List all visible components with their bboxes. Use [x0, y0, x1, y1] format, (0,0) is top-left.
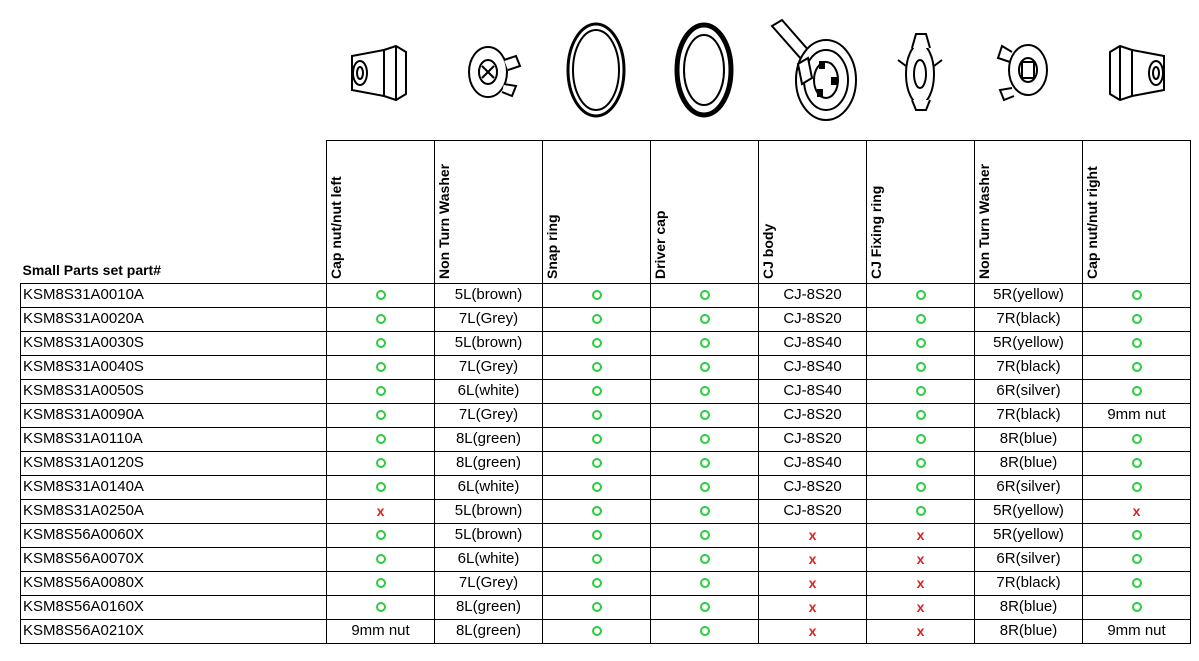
part-number-cell: KSM8S31A0030S	[21, 331, 327, 355]
part-number-cell: KSM8S56A0080X	[21, 571, 327, 595]
table-cell	[543, 331, 651, 355]
cell-value: 5R(yellow)	[993, 526, 1064, 543]
column-header-snap-ring: Snap ring	[543, 141, 651, 284]
column-header-non-turn-washer-right: Non Turn Washer	[975, 141, 1083, 284]
included-mark	[376, 458, 386, 468]
excluded-mark: x	[916, 526, 925, 543]
included-mark	[1132, 386, 1142, 396]
included-mark	[1132, 314, 1142, 324]
excluded-mark: x	[808, 526, 817, 543]
table-row	[21, 427, 1191, 451]
table-cell	[867, 427, 975, 451]
included-mark	[916, 386, 926, 396]
cap-nut-left-icon	[326, 0, 434, 140]
table-cell	[1083, 451, 1191, 475]
table-cell	[651, 619, 759, 643]
cap-nut-right-icon	[1082, 0, 1190, 140]
table-cell	[975, 523, 1083, 547]
table-cell	[543, 595, 651, 619]
part-number-cell: KSM8S31A0090A	[21, 403, 327, 427]
table-cell	[435, 283, 543, 307]
table-cell	[435, 331, 543, 355]
table-cell	[327, 283, 435, 307]
table-cell	[651, 571, 759, 595]
table-cell	[543, 355, 651, 379]
table-cell	[651, 547, 759, 571]
excluded-mark: x	[376, 502, 385, 519]
table-cell	[435, 451, 543, 475]
part-number-cell: KSM8S31A0110A	[21, 427, 327, 451]
included-mark	[376, 578, 386, 588]
table-cell	[867, 595, 975, 619]
included-mark	[1132, 434, 1142, 444]
included-mark	[916, 434, 926, 444]
included-mark	[700, 290, 710, 300]
table-cell	[543, 499, 651, 523]
included-mark	[916, 290, 926, 300]
table-cell	[759, 523, 867, 547]
included-mark	[376, 554, 386, 564]
included-mark	[700, 530, 710, 540]
table-cell	[975, 379, 1083, 403]
table-cell	[435, 595, 543, 619]
excluded-mark: x	[916, 598, 925, 615]
table-cell	[435, 475, 543, 499]
included-mark	[700, 338, 710, 348]
table-cell	[1083, 283, 1191, 307]
cell-value: 8R(blue)	[999, 454, 1058, 471]
included-mark	[376, 290, 386, 300]
included-mark	[916, 482, 926, 492]
table-cell	[327, 499, 435, 523]
table-row	[21, 355, 1191, 379]
included-mark	[1132, 554, 1142, 564]
table-cell	[867, 475, 975, 499]
cell-value: 8L(green)	[455, 430, 522, 447]
table-cell	[759, 547, 867, 571]
cell-value: CJ-8S20	[783, 502, 842, 519]
table-cell	[651, 475, 759, 499]
table-cell	[975, 403, 1083, 427]
table-cell	[759, 619, 867, 643]
included-mark	[592, 602, 602, 612]
cell-value: CJ-8S40	[783, 454, 842, 471]
table-cell	[327, 451, 435, 475]
table-cell	[543, 475, 651, 499]
table-row	[21, 403, 1191, 427]
part-number-header: Small Parts set part#	[21, 141, 327, 284]
table-cell	[867, 379, 975, 403]
table-cell	[543, 307, 651, 331]
table-row	[21, 379, 1191, 403]
table-cell	[543, 571, 651, 595]
table-cell	[327, 403, 435, 427]
cell-value: CJ-8S20	[783, 310, 842, 327]
included-mark	[592, 482, 602, 492]
table-cell	[867, 619, 975, 643]
included-mark	[592, 290, 602, 300]
included-mark	[916, 362, 926, 372]
table-cell	[1083, 427, 1191, 451]
table-cell	[327, 547, 435, 571]
table-cell	[327, 379, 435, 403]
table-cell	[327, 619, 435, 643]
included-mark	[592, 578, 602, 588]
table-cell	[759, 595, 867, 619]
table-cell	[975, 571, 1083, 595]
table-cell	[867, 331, 975, 355]
included-mark	[1132, 482, 1142, 492]
table-cell	[975, 499, 1083, 523]
included-mark	[376, 338, 386, 348]
table-cell	[435, 379, 543, 403]
non-turn-washer-right-icon	[974, 0, 1082, 140]
cell-value: 5L(brown)	[454, 502, 523, 519]
table-cell	[975, 619, 1083, 643]
table-row	[21, 595, 1191, 619]
table-cell	[1083, 475, 1191, 499]
table-cell	[327, 523, 435, 547]
table-cell	[543, 619, 651, 643]
table-cell	[867, 571, 975, 595]
included-mark	[592, 554, 602, 564]
included-mark	[700, 434, 710, 444]
table-cell	[975, 547, 1083, 571]
table-cell	[543, 547, 651, 571]
table-cell	[867, 451, 975, 475]
cell-value: 8L(green)	[455, 622, 522, 639]
part-number-cell: KSM8S56A0060X	[21, 523, 327, 547]
table-cell	[651, 379, 759, 403]
table-cell	[759, 283, 867, 307]
cell-value: 8R(blue)	[999, 430, 1058, 447]
part-number-cell: KSM8S31A0140A	[21, 475, 327, 499]
included-mark	[916, 314, 926, 324]
included-mark	[916, 410, 926, 420]
included-mark	[700, 578, 710, 588]
column-header-cj-body: CJ body	[759, 141, 867, 284]
table-cell	[327, 427, 435, 451]
table-cell	[651, 427, 759, 451]
table-cell	[975, 331, 1083, 355]
table-cell	[651, 595, 759, 619]
table-cell	[759, 355, 867, 379]
cell-value: 9mm nut	[1107, 406, 1166, 423]
table-cell	[975, 595, 1083, 619]
table-cell	[651, 523, 759, 547]
included-mark	[700, 314, 710, 324]
included-mark	[376, 602, 386, 612]
table-cell	[759, 475, 867, 499]
excluded-mark: x	[808, 598, 817, 615]
table-row	[21, 499, 1191, 523]
included-mark	[1132, 530, 1142, 540]
table-cell	[651, 355, 759, 379]
included-mark	[376, 410, 386, 420]
table-cell	[759, 331, 867, 355]
table-cell	[975, 427, 1083, 451]
table-cell	[543, 403, 651, 427]
cell-value: 7R(black)	[996, 358, 1061, 375]
table-row	[21, 547, 1191, 571]
excluded-mark: x	[808, 622, 817, 639]
table-cell	[435, 427, 543, 451]
table-cell	[975, 355, 1083, 379]
table-cell	[651, 403, 759, 427]
included-mark	[916, 458, 926, 468]
part-number-cell: KSM8S56A0160X	[21, 595, 327, 619]
table-cell	[543, 451, 651, 475]
included-mark	[592, 338, 602, 348]
table-cell	[651, 451, 759, 475]
table-cell	[327, 595, 435, 619]
included-mark	[376, 362, 386, 372]
table-cell	[651, 307, 759, 331]
table-cell	[651, 283, 759, 307]
driver-cap-icon	[650, 0, 758, 140]
included-mark	[700, 506, 710, 516]
table-cell	[543, 283, 651, 307]
table-cell	[867, 283, 975, 307]
included-mark	[916, 338, 926, 348]
included-mark	[700, 362, 710, 372]
column-header-non-turn-washer-left: Non Turn Washer	[435, 141, 543, 284]
included-mark	[592, 314, 602, 324]
included-mark	[700, 554, 710, 564]
cell-value: 6R(silver)	[996, 382, 1061, 399]
cell-value: 6L(white)	[457, 550, 520, 567]
table-cell	[543, 379, 651, 403]
included-mark	[700, 458, 710, 468]
included-mark	[592, 626, 602, 636]
table-cell	[435, 307, 543, 331]
included-mark	[1132, 458, 1142, 468]
table-cell	[867, 307, 975, 331]
part-number-cell: KSM8S31A0050S	[21, 379, 327, 403]
non-turn-washer-left-icon	[434, 0, 542, 140]
column-header-cj-fixing-ring: CJ Fixing ring	[867, 141, 975, 284]
table-cell	[435, 403, 543, 427]
small-parts-table	[20, 140, 1191, 644]
included-mark	[592, 458, 602, 468]
included-mark	[592, 434, 602, 444]
cell-value: 7L(Grey)	[458, 574, 519, 591]
table-cell	[1083, 571, 1191, 595]
excluded-mark: x	[808, 574, 817, 591]
included-mark	[1132, 290, 1142, 300]
cell-value: 5R(yellow)	[993, 502, 1064, 519]
part-number-cell: KSM8S31A0040S	[21, 355, 327, 379]
table-cell	[1083, 499, 1191, 523]
cell-value: 7R(black)	[996, 574, 1061, 591]
cell-value: 8L(green)	[455, 598, 522, 615]
table-cell	[867, 523, 975, 547]
cell-value: 7L(Grey)	[458, 310, 519, 327]
table-cell	[435, 619, 543, 643]
excluded-mark: x	[916, 574, 925, 591]
column-header-cap-nut-right: Cap nut/nut right	[1083, 141, 1191, 284]
included-mark	[1132, 338, 1142, 348]
table-cell	[1083, 403, 1191, 427]
cell-value: CJ-8S20	[783, 478, 842, 495]
cell-value: 8L(green)	[455, 454, 522, 471]
part-number-cell: KSM8S31A0120S	[21, 451, 327, 475]
cell-value: 7R(black)	[996, 310, 1061, 327]
part-number-cell: KSM8S31A0250A	[21, 499, 327, 523]
included-mark	[1132, 362, 1142, 372]
cell-value: 5L(brown)	[454, 334, 523, 351]
table-row	[21, 571, 1191, 595]
table-cell	[1083, 595, 1191, 619]
table-cell	[543, 523, 651, 547]
table-cell	[435, 571, 543, 595]
table-cell	[975, 451, 1083, 475]
part-number-cell: KSM8S56A0070X	[21, 547, 327, 571]
cell-value: 5L(brown)	[454, 286, 523, 303]
table-cell	[759, 307, 867, 331]
included-mark	[592, 506, 602, 516]
table-row	[21, 523, 1191, 547]
table-row	[21, 307, 1191, 331]
table-cell	[435, 355, 543, 379]
included-mark	[592, 386, 602, 396]
table-row	[21, 283, 1191, 307]
included-mark	[700, 482, 710, 492]
table-cell	[867, 355, 975, 379]
part-number-cell: KSM8S56A0210X	[21, 619, 327, 643]
table-cell	[867, 403, 975, 427]
cell-value: CJ-8S40	[783, 382, 842, 399]
table-cell	[435, 499, 543, 523]
table-cell	[867, 499, 975, 523]
table-cell	[1083, 331, 1191, 355]
table-cell	[651, 331, 759, 355]
cell-value: 7R(black)	[996, 406, 1061, 423]
table-cell	[975, 307, 1083, 331]
included-mark	[700, 626, 710, 636]
table-cell	[975, 475, 1083, 499]
table-cell	[759, 403, 867, 427]
table-cell	[651, 499, 759, 523]
table-cell	[327, 307, 435, 331]
cell-value: CJ-8S40	[783, 334, 842, 351]
table-cell	[1083, 523, 1191, 547]
cell-value: CJ-8S20	[783, 406, 842, 423]
table-row	[21, 619, 1191, 643]
cell-value: 5R(yellow)	[993, 286, 1064, 303]
cell-value: 9mm nut	[351, 622, 410, 639]
part-illustrations	[326, 0, 1192, 140]
cell-value: 6R(silver)	[996, 550, 1061, 567]
table-cell	[327, 331, 435, 355]
included-mark	[592, 410, 602, 420]
included-mark	[592, 530, 602, 540]
cell-value: 8R(blue)	[999, 598, 1058, 615]
table-cell	[1083, 307, 1191, 331]
table-cell	[327, 571, 435, 595]
excluded-mark: x	[1132, 502, 1141, 519]
cell-value: 6R(silver)	[996, 478, 1061, 495]
cell-value: 5R(yellow)	[993, 334, 1064, 351]
table-cell	[759, 451, 867, 475]
cj-body-icon	[758, 0, 866, 140]
cell-value: 8R(blue)	[999, 622, 1058, 639]
table-row	[21, 331, 1191, 355]
cell-value: CJ-8S20	[783, 430, 842, 447]
excluded-mark: x	[916, 550, 925, 567]
snap-ring-icon	[542, 0, 650, 140]
included-mark	[916, 506, 926, 516]
table-cell	[867, 547, 975, 571]
table-cell	[759, 499, 867, 523]
included-mark	[592, 362, 602, 372]
table-cell	[975, 283, 1083, 307]
table-cell	[435, 547, 543, 571]
included-mark	[376, 482, 386, 492]
included-mark	[700, 602, 710, 612]
cell-value: 7L(Grey)	[458, 406, 519, 423]
included-mark	[376, 530, 386, 540]
header-row	[21, 141, 1191, 284]
included-mark	[1132, 602, 1142, 612]
column-header-driver-cap: Driver cap	[651, 141, 759, 284]
cell-value: 5L(brown)	[454, 526, 523, 543]
table-cell	[1083, 379, 1191, 403]
part-number-cell: KSM8S31A0010A	[21, 283, 327, 307]
cell-value: 9mm nut	[1107, 622, 1166, 639]
table-cell	[327, 475, 435, 499]
cell-value: CJ-8S40	[783, 358, 842, 375]
table-cell	[759, 379, 867, 403]
table-cell	[327, 355, 435, 379]
part-number-cell: KSM8S31A0020A	[21, 307, 327, 331]
table-cell	[1083, 547, 1191, 571]
cj-fixing-ring-icon	[866, 0, 974, 140]
table-cell	[1083, 619, 1191, 643]
included-mark	[700, 386, 710, 396]
table-cell	[759, 571, 867, 595]
included-mark	[376, 386, 386, 396]
cell-value: 6L(white)	[457, 382, 520, 399]
excluded-mark: x	[808, 550, 817, 567]
included-mark	[1132, 578, 1142, 588]
table-cell	[543, 427, 651, 451]
column-header-cap-nut-left: Cap nut/nut left	[327, 141, 435, 284]
cell-value: 6L(white)	[457, 478, 520, 495]
table-cell	[759, 427, 867, 451]
table-cell	[435, 523, 543, 547]
cell-value: 7L(Grey)	[458, 358, 519, 375]
included-mark	[376, 314, 386, 324]
table-row	[21, 475, 1191, 499]
cell-value: CJ-8S20	[783, 286, 842, 303]
table-cell	[1083, 355, 1191, 379]
excluded-mark: x	[916, 622, 925, 639]
table-row	[21, 451, 1191, 475]
included-mark	[700, 410, 710, 420]
included-mark	[376, 434, 386, 444]
table-body	[21, 283, 1191, 643]
